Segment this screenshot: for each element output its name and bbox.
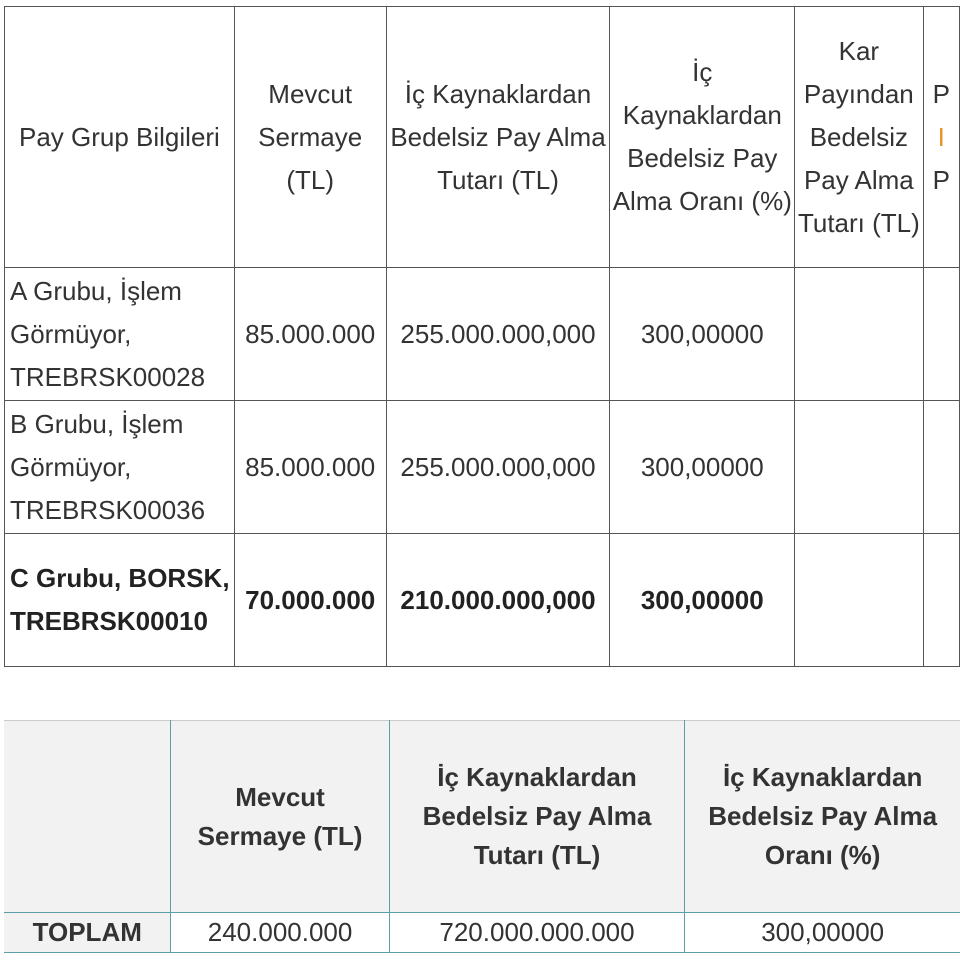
header-bedelsiz-oran: İç Kaynaklardan Bedelsiz Pay Alma Oranı (%) [610, 7, 795, 268]
total-header-row [4, 721, 960, 913]
row-truncated-cell [923, 268, 959, 401]
pay-grup-table [4, 6, 960, 667]
row-label: C Grubu, BORSK, TREBRSK00010 [5, 534, 235, 667]
header-truncated-column: P I P [923, 7, 959, 268]
row-bonus-rate: 300,00000 [610, 534, 795, 667]
row-bonus-amount: 210.000.000,000 [386, 534, 610, 667]
total-capital: 240.000.000 [171, 913, 389, 953]
total-row [4, 913, 960, 953]
total-label: TOPLAM [4, 913, 171, 953]
row-capital: 85.000.000 [234, 268, 386, 401]
table-header-row [5, 7, 960, 268]
total-header-mevcut-sermaye: Mevcut Sermaye (TL) [171, 721, 389, 913]
row-dividend-amount [795, 268, 923, 401]
table-row [5, 268, 960, 401]
header-bedelsiz-tutar: İç Kaynaklardan Bedelsiz Pay Alma Tutarı (TL) [386, 7, 610, 268]
table-row [5, 534, 960, 667]
row-capital: 85.000.000 [234, 401, 386, 534]
header-kar-payi-tutar: Kar Payından Bedelsiz Pay Alma Tutarı (TL) [795, 7, 923, 268]
row-bonus-rate: 300,00000 [610, 401, 795, 534]
header-mevcut-sermaye: Mevcut Sermaye (TL) [234, 7, 386, 268]
row-bonus-rate: 300,00000 [610, 268, 795, 401]
table-row [5, 401, 960, 534]
total-header-empty [4, 721, 171, 913]
row-bonus-amount: 255.000.000,000 [386, 268, 610, 401]
row-dividend-amount [795, 534, 923, 667]
total-table [4, 720, 960, 953]
row-label: B Grubu, İşlem Görmüyor, TREBRSK00036 [5, 401, 235, 534]
row-bonus-amount: 255.000.000,000 [386, 401, 610, 534]
total-header-bedelsiz-oran: İç Kaynaklardan Bedelsiz Pay Alma Oranı (%) [685, 721, 960, 913]
header-pay-grup: Pay Grup Bilgileri [5, 7, 235, 268]
row-label: A Grubu, İşlem Görmüyor, TREBRSK00028 [5, 268, 235, 401]
row-capital: 70.000.000 [234, 534, 386, 667]
total-bonus-amount: 720.000.000.000 [389, 913, 685, 953]
total-bonus-rate: 300,00000 [685, 913, 960, 953]
row-dividend-amount [795, 401, 923, 534]
total-header-bedelsiz-tutar: İç Kaynaklardan Bedelsiz Pay Alma Tutarı (TL) [389, 721, 685, 913]
row-truncated-cell [923, 534, 959, 667]
row-truncated-cell [923, 401, 959, 534]
